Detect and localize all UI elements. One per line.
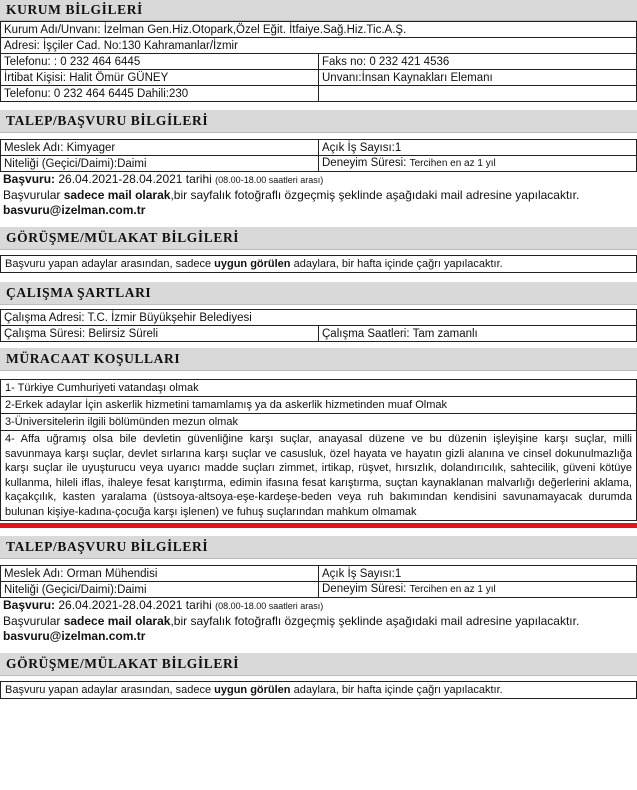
muracaat-item-3: 3-Üniversitelerin ilgili bölümünden mezun olmak [0, 413, 637, 430]
talep1-section-title: TALEP/BAŞVURU BİLGİLERİ [0, 110, 637, 133]
gorusme1-section-title: GÖRÜŞME/MÜLAKAT BİLGİLERİ [0, 227, 637, 250]
talep2-acik-cell [319, 566, 637, 582]
talep2-mail-bold: sadece mail olarak [63, 614, 171, 628]
kurum-unvan-label: Unvanı: [322, 71, 362, 84]
talep1-mail-line [0, 188, 637, 203]
calisma-sure-value: Belirsiz Süreli [88, 327, 159, 340]
talep2-nitelik-label: Niteliği (Geçici/Daimi): [4, 583, 118, 596]
talep1-deneyim-value: Tercihen en az 1 yıl [409, 158, 496, 169]
talep1-acik-label: Açık İş Sayısı: [322, 141, 395, 154]
talep1-meslek-cell [1, 140, 319, 156]
calisma-sure-label: Çalışma Süresi: [4, 327, 86, 340]
kurum-faks-cell [319, 54, 637, 70]
calisma-saat-label: Çalışma Saatleri: [322, 327, 410, 340]
kurum-empty-cell [319, 86, 637, 102]
talep1-email[interactable]: basvuru@izelman.com.tr [3, 203, 146, 217]
kurum-telefon-value: 0 232 464 6445 [60, 55, 141, 68]
muracaat-item-2: 2-Erkek adaylar İçin askerlik hizmetini tamamlamış ya da askerlik hizmetinden muaf Olmak [0, 396, 637, 413]
talep1-basvuru-value: 26.04.2021-28.04.2021 tarihi [58, 172, 212, 186]
muracaat-item-4: 4- Affa uğramış olsa bile devletin güvenliğine karşı suçlar, anayasal düzene ve bu düzenin işleyişine karşı suçlar, milli savunmaya karşı suçlar, devlet sırlarına karşı suçlar ve casusluk, özel hayata ve hayatın gizli alanına ve cinsel dokunulmazlığa karşı suçlar ile uyuşturucu veya uyarıcı madde suçları zimmet, irtikap, rüşvet, hırsızlık, dolandırıcılık, sahtecilik, güveni kötüye kullanma, hileli iflas, ihaleye fesat karıştırma, edimin ifasına fesat karıştırma, suçtan kaynaklanan malvarlığı değerlerini aklama, kaçakçılık, kasten yaralama (üstsoya-altsoya-eşe-kardeşe-beden veya ruh bakımından kendisini savunamayacak durumda bulunan kişiye-kadına-çocuğa karşı işlenen) ve fuhuş suçlarından mahkum olmamak [0, 430, 637, 521]
talep1-deneyim-cell [319, 156, 637, 172]
talep1-table [0, 139, 637, 172]
gorusme2-section-title: GÖRÜŞME/MÜLAKAT BİLGİLERİ [0, 653, 637, 676]
kurum-telefon2-label: Telefonu: [4, 87, 51, 100]
kurum-irtibat-label: İrtibat Kişisi: [4, 71, 66, 84]
talep1-deneyim-label: Deneyim Süresi: [322, 157, 407, 169]
talep2-acik-value: 1 [394, 567, 402, 580]
calisma-adres-value: T.C. İzmir Büyükşehir Belediyesi [87, 311, 252, 324]
talep1-basvuru-saat: (08.00-18.00 saatleri arası) [215, 175, 324, 185]
gorusme2-text-prefix: Başvuru yapan adaylar arasından, sadece [5, 684, 212, 696]
gorusme2-text-bold: uygun görülen [214, 684, 291, 696]
kurum-irtibat-value: Halit Ömür GÜNEY [69, 71, 169, 84]
kurum-adi-cell [1, 22, 637, 38]
talep2-deneyim-cell [319, 582, 637, 598]
talep1-basvuru-label: Başvuru: [3, 172, 56, 186]
talep2-mail-suffix: ,bir sayfalık fotoğraflı özgeçmiş şeklinde aşağıdaki mail adresine yapılacaktır. [170, 614, 580, 628]
talep1-nitelik-value: Daimi [117, 157, 147, 170]
talep1-meslek-label: Meslek Adı: [4, 141, 64, 154]
talep1-acik-cell [319, 140, 637, 156]
talep1-mail-prefix: Başvurular [3, 188, 61, 202]
talep2-basvuru-label: Başvuru: [3, 598, 56, 612]
talep2-table [0, 565, 637, 598]
talep1-nitelik-cell [1, 156, 319, 172]
talep2-meslek-value: Orman Mühendisi [66, 567, 158, 580]
talep1-acik-value: 1 [394, 141, 402, 154]
kurum-telefon-cell [1, 54, 319, 70]
talep2-meslek-cell [1, 566, 319, 582]
kurum-telefon2-value: 0 232 464 6445 Dahili:230 [53, 87, 189, 100]
gorusme1-box [0, 255, 637, 273]
calisma-table [0, 309, 637, 342]
talep2-deneyim-value: Tercihen en az 1 yıl [409, 584, 496, 595]
talep2-section-title: TALEP/BAŞVURU BİLGİLERİ [0, 536, 637, 559]
gorusme1-text-suffix: adaylara, bir hafta içinde çağrı yapılacaktır. [293, 258, 503, 270]
talep2-meslek-label: Meslek Adı: [4, 567, 64, 580]
talep2-basvuru-saat: (08.00-18.00 saatleri arası) [215, 601, 324, 611]
gorusme1-text-bold: uygun görülen [214, 258, 291, 270]
talep2-mail-line [0, 614, 637, 629]
talep1-mail-bold: sadece mail olarak [63, 188, 171, 202]
gorusme2-text-suffix: adaylara, bir hafta içinde çağrı yapılacaktır. [293, 684, 503, 696]
calisma-saat-cell [319, 326, 637, 342]
talep2-deneyim-label: Deneyim Süresi: [322, 583, 407, 595]
calisma-section-title: ÇALIŞMA ŞARTLARI [0, 282, 637, 305]
kurum-adres-value: İşçiler Cad. No:130 Kahramanlar/İzmir [43, 39, 238, 52]
talep1-mail-suffix: ,bir sayfalık fotoğraflı özgeçmiş şeklinde aşağıdaki mail adresine yapılacaktır. [170, 188, 580, 202]
muracaat-item-1: 1- Türkiye Cumhuriyeti vatandaşı olmak [0, 379, 637, 396]
kurum-telefon2-cell [1, 86, 319, 102]
calisma-adres-cell [1, 310, 637, 326]
kurum-adi-value: İzelman Gen.Hiz.Otopark,Özel Eğit. İtfaiye.Sağ.Hiz.Tic.A.Ş. [103, 23, 407, 36]
kurum-irtibat-cell [1, 70, 319, 86]
kurum-faks-label: Faks no: [322, 55, 367, 68]
kurum-table [0, 21, 637, 102]
gorusme2-box [0, 681, 637, 699]
talep2-basvuru-value: 26.04.2021-28.04.2021 tarihi [58, 598, 212, 612]
calisma-sure-cell [1, 326, 319, 342]
talep2-email[interactable]: basvuru@izelman.com.tr [3, 629, 146, 643]
talep2-mail-prefix: Başvurular [3, 614, 61, 628]
talep2-acik-label: Açık İş Sayısı: [322, 567, 395, 580]
talep1-nitelik-label: Niteliği (Geçici/Daimi): [4, 157, 118, 170]
calisma-saat-value: Tam zamanlı [412, 327, 478, 340]
gorusme1-text-prefix: Başvuru yapan adaylar arasından, sadece [5, 258, 212, 270]
talep2-nitelik-cell [1, 582, 319, 598]
calisma-adres-label: Çalışma Adresi: [4, 311, 85, 324]
kurum-faks-value: 0 232 421 4536 [369, 55, 450, 68]
kurum-telefon-label: Telefonu: : [4, 55, 58, 68]
kurum-section-title: KURUM BİLGİLERİ [0, 0, 637, 21]
kurum-unvan-value: İnsan Kaynakları Elemanı [361, 71, 493, 84]
kurum-adres-cell [1, 38, 637, 54]
kurum-unvan-cell [319, 70, 637, 86]
talep2-basvuru-line [0, 598, 637, 614]
kurum-adi-label: Kurum Adı/Unvanı: [4, 23, 101, 36]
kurum-adres-label: Adresi: [4, 39, 40, 52]
muracaat-section-title: MÜRACAAT KOŞULLARI [0, 348, 637, 371]
talep1-meslek-value: Kimyager [66, 141, 116, 154]
talep2-nitelik-value: Daimi [117, 583, 147, 596]
talep1-basvuru-line [0, 172, 637, 188]
